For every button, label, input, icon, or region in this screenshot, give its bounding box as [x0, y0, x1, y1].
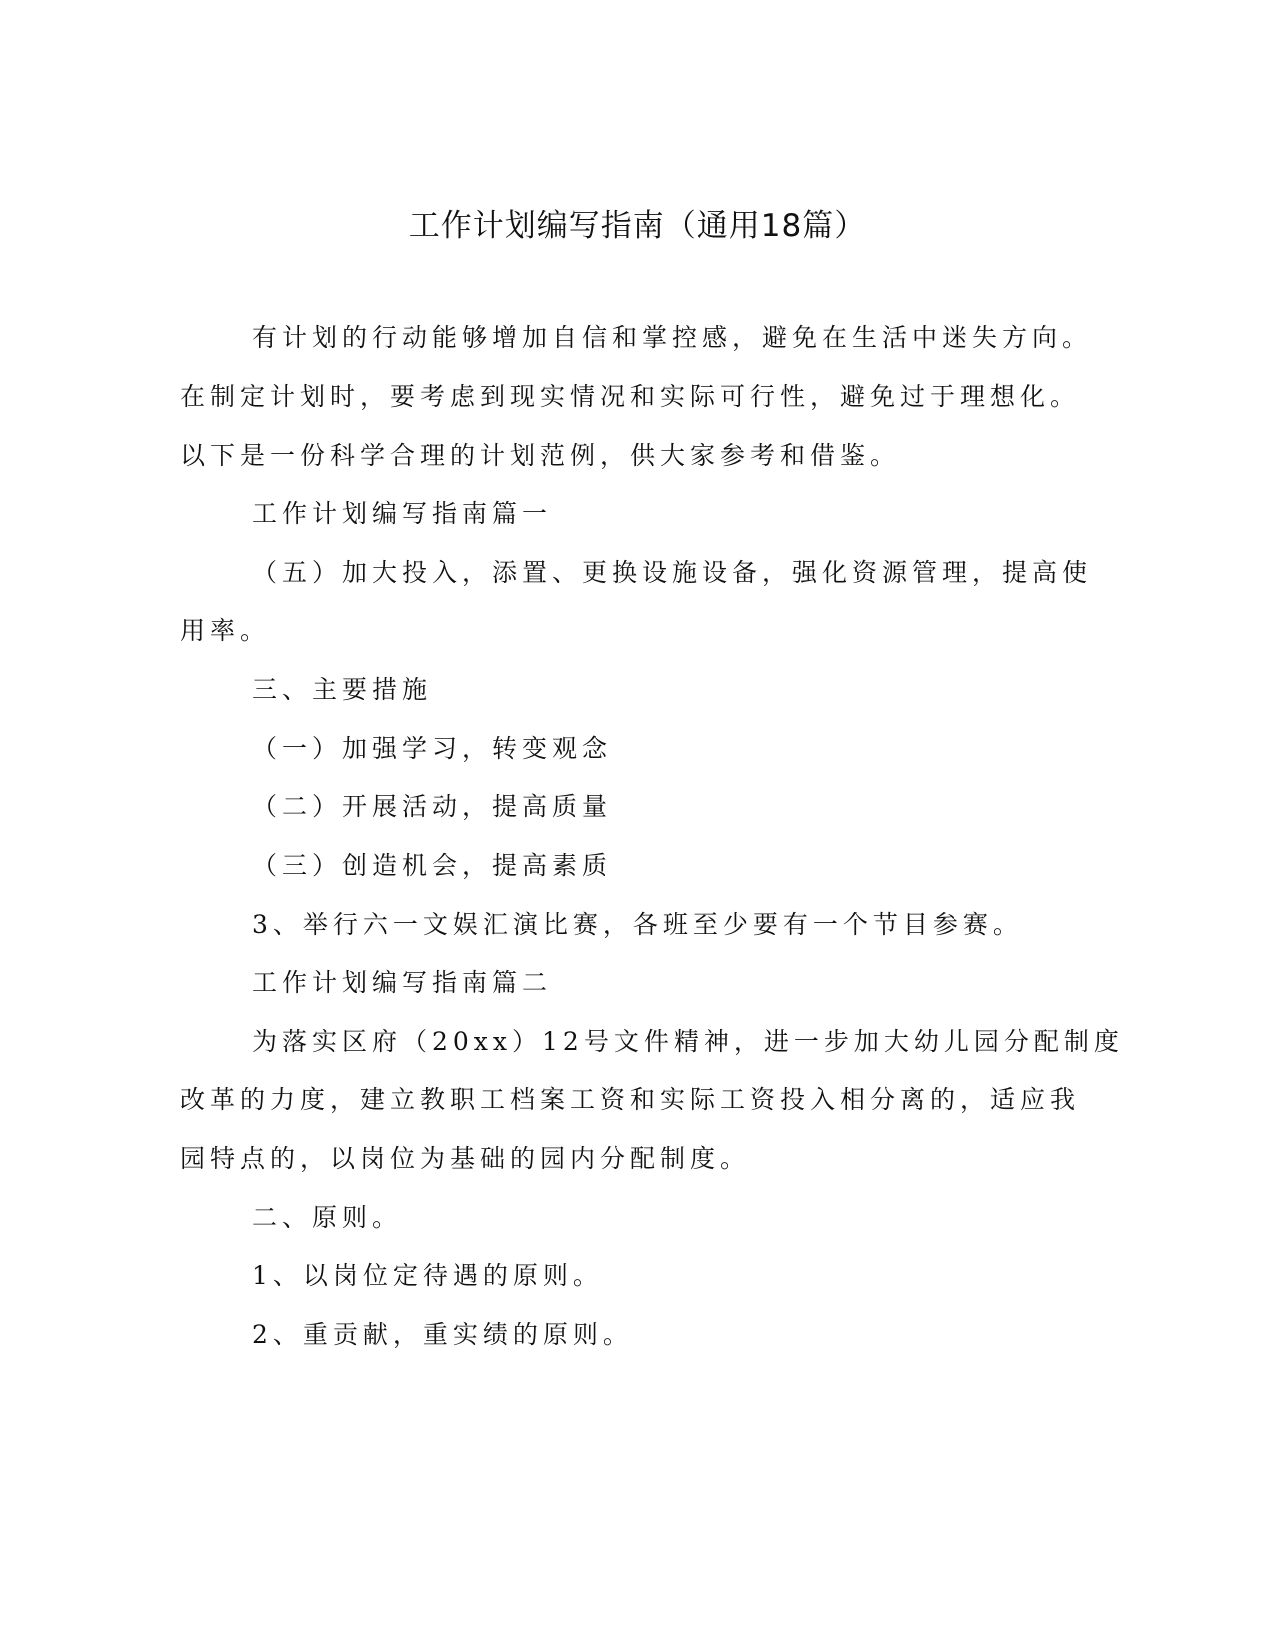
paragraph-line: 有计划的行动能够增加自信和掌控感，避免在生活中迷失方向。 [252, 323, 1093, 352]
paragraph-line: 在制定计划时，要考虑到现实情况和实际可行性，避免过于理想化。 [180, 382, 1081, 411]
section-heading: 工作计划编写指南篇二 [252, 968, 553, 997]
paragraph-line: （三）创造机会，提高素质 [252, 851, 613, 880]
paragraph-line: （一）加强学习，转变观念 [252, 734, 613, 763]
paragraph-line: 二、原则。 [252, 1203, 403, 1232]
paragraph-line: 以下是一份科学合理的计划范例，供大家参考和借鉴。 [180, 441, 901, 470]
document-title: 工作计划编写指南（通用18篇） [408, 208, 867, 244]
paragraph-line: 用率。 [180, 616, 271, 645]
section-heading: 工作计划编写指南篇一 [252, 499, 553, 528]
paragraph-line: 为落实区府（20xx）12号文件精神，进一步加大幼儿园分配制度 [252, 1027, 1124, 1056]
paragraph-line: 1、以岗位定待遇的原则。 [252, 1261, 603, 1290]
paragraph-line: （五）加大投入，添置、更换设施设备，强化资源管理，提高使 [252, 558, 1093, 587]
paragraph-line: 改革的力度，建立教职工档案工资和实际工资投入相分离的，适应我 [180, 1085, 1081, 1114]
paragraph-line: 园特点的，以岗位为基础的园内分配制度。 [180, 1144, 751, 1173]
paragraph-line: 2、重贡献，重实绩的原则。 [252, 1320, 633, 1349]
paragraph-line: （二）开展活动，提高质量 [252, 792, 613, 821]
paragraph-line: 3、举行六一文娱汇演比赛，各班至少要有一个节目参赛。 [252, 910, 1023, 939]
paragraph-line: 三、主要措施 [252, 675, 433, 704]
